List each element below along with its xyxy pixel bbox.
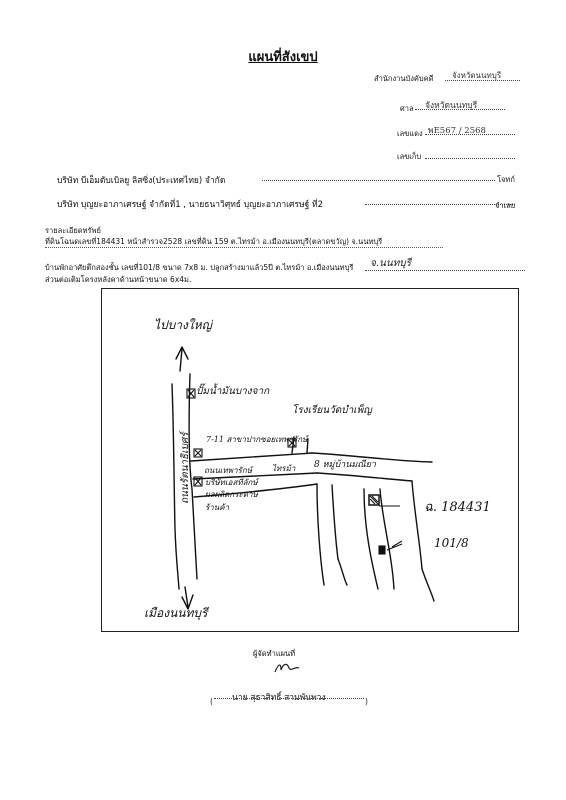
court-value: จังหวัดนนทบุรี [425,101,478,111]
office-label: สำนักงานบังคับคดี [374,74,434,83]
case-black-value: พE567 / 2568 [428,126,486,136]
map-school: โรงเรียนวัดบำเพ็ญ [292,405,372,416]
plaintiff-line [262,170,495,181]
plaintiff-name: บริษัท บีเอ็มดับเบิลยู ลิสซิ่ง(ประเทศไทย) จำกัด [57,176,226,186]
sketch-map [101,288,519,632]
map-soi-short: ไทรม้า [272,464,296,473]
signature-paren-open: ( [210,697,213,706]
map-soi: ถนนเทพารักษ์ [204,466,252,475]
map-village: 8 หมู่บ้านมณียา [314,460,376,470]
signature-name: นาย สุธาสิทธิ์ สามพันพวง [232,693,326,703]
signature-mark [273,660,301,679]
defendant-role: จำเลย [495,201,516,210]
soi-road-top-edge [191,453,312,461]
map-company: บริษัทเอสทีลักษ์ [205,478,258,487]
map-shop: ร้านค้า [205,503,230,512]
page-title: แผนที่สังเขป [248,50,318,65]
property-line2: บ้านพักอาศัยตึกสองชั้น เลขที่101/8 ขนาด 7x8 ม. ปลูกสร้างมาแล้ว5ปี ต.ไทรม้า อ.เมืองนนทบุรี [45,263,354,272]
case-black-label: เลขแดง [397,129,423,138]
map-gas-station: ปั๊มน้ำมันบางจาก [196,386,270,397]
map-seven-eleven: 7-11 สาขาปากซอยเทพารักษ์ [206,435,308,444]
property-line3: ส่วนต่อเติมโครงหลังคาด้านหน้าขนาด 6x4ม. [45,275,192,284]
defendant-line [365,194,515,205]
signature-paren-close: ) [365,697,368,706]
court-label: ศาล [400,104,414,113]
office-value: จังหวัดนนทบุรี [452,71,502,80]
main-road-left-edge [172,384,179,589]
map-paper: ผลผลิตกระดาษ [205,490,258,499]
plaintiff-role: โจทก์ [497,175,515,184]
property-heading: รายละเอียดทรัพย์ [45,226,101,235]
map-drawing [102,289,520,633]
map-deed-label: ฉ. 184431 [424,500,491,515]
map-bottom-direction: เมืองนนทบุรี [144,606,208,620]
property-line1-rule [45,247,443,248]
defendant-name: บริษัท บุญยะอาภาเศรษฐ์ จำกัดที่1 , นายธนาวิศุทธ์ บุญยะอาภาเศรษฐ์ ที่2 [57,200,324,210]
case-red-line [425,148,515,159]
map-top-direction: ไปบางใหญ่ [154,318,212,332]
house-icon [379,546,385,554]
arrow-up-icon [176,347,188,371]
signature-line [214,698,364,699]
property-line2-rule [365,260,525,271]
map-main-road: ถนนรัตนาธิเบศร์ [180,432,191,504]
case-red-label: เลขเก็บ [397,152,422,161]
property-line2-handwritten: จ.นนทบุรี [370,258,412,269]
signature-label: ผู้จัดทำแผนที่ [253,649,296,658]
property-line1: ที่ดินโฉนดเลขที่184431 หน้าสำรวจ2528 เลขที่ดิน 159 ต.ไทรม้า อ.เมืองนนทบุรี(ตลาดขวัญ) จ.นนทบุรี [45,237,383,246]
map-house-label: 101/8 [434,536,469,550]
